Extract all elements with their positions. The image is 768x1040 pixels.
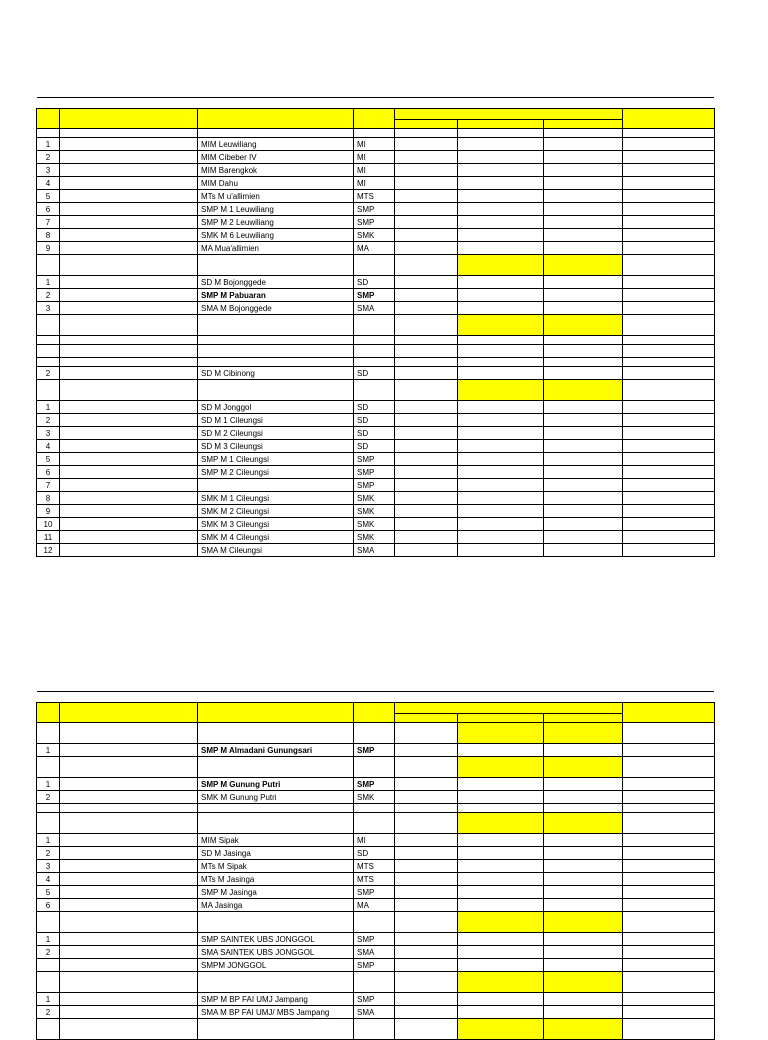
table-row — [37, 959, 715, 972]
table-row — [37, 505, 715, 518]
header-subcell — [544, 714, 623, 723]
subtotal-cell — [458, 1019, 544, 1040]
table-row — [37, 873, 715, 886]
school-name: SMP M Gunung Putri — [198, 778, 354, 791]
row-number: 9 — [37, 505, 60, 518]
table-row — [37, 946, 715, 959]
header-row — [37, 703, 715, 714]
school-level: SD — [354, 276, 395, 289]
table-row — [37, 492, 715, 505]
school-level: MI — [354, 164, 395, 177]
subtotal-row — [37, 315, 715, 336]
row-number: 1 — [37, 138, 60, 151]
table-row — [37, 190, 715, 203]
header-row — [37, 109, 715, 120]
school-level: SMK — [354, 492, 395, 505]
row-number: 5 — [37, 190, 60, 203]
subtotal-cell — [458, 972, 544, 993]
bottom-rule — [37, 691, 714, 692]
school-name: MTs M Jasinga — [198, 873, 354, 886]
school-name: MTs M Sipak — [198, 860, 354, 873]
school-level: MI — [354, 151, 395, 164]
row-number: 7 — [37, 216, 60, 229]
row-number: 6 — [37, 203, 60, 216]
school-name: SMP M 1 Leuwiliang — [198, 203, 354, 216]
row-number: 1 — [37, 401, 60, 414]
row-number: 4 — [37, 177, 60, 190]
school-level: SMP — [354, 993, 395, 1006]
table-row — [37, 899, 715, 912]
school-level: SMA — [354, 946, 395, 959]
table-row — [37, 414, 715, 427]
header-subcell — [395, 120, 458, 129]
table-row — [37, 216, 715, 229]
subtotal-cell — [458, 723, 544, 744]
table-row — [37, 933, 715, 946]
row-number: 4 — [37, 873, 60, 886]
table-row — [37, 744, 715, 757]
subtotal-row — [37, 1019, 715, 1040]
table-row — [37, 834, 715, 847]
top-rule — [37, 97, 714, 98]
school-level: SMP — [354, 453, 395, 466]
subtotal-cell — [458, 757, 544, 778]
school-name: SMK M 2 Cileungsi — [198, 505, 354, 518]
row-number: 2 — [37, 151, 60, 164]
school-name: MIM Dahu — [198, 177, 354, 190]
school-level: SMP — [354, 466, 395, 479]
school-name: SMP M 2 Cileungsi — [198, 466, 354, 479]
table-row — [37, 531, 715, 544]
school-level: SMP — [354, 933, 395, 946]
school-name: SMP M Pabuaran — [198, 289, 354, 302]
school-level: SD — [354, 427, 395, 440]
row-number: 1 — [37, 276, 60, 289]
row-number: 2 — [37, 367, 60, 380]
school-name: SMK M 1 Cileungsi — [198, 492, 354, 505]
school-level: SMA — [354, 544, 395, 557]
school-level: MTS — [354, 873, 395, 886]
row-number: 6 — [37, 899, 60, 912]
school-level: SMA — [354, 1006, 395, 1019]
school-level: SD — [354, 401, 395, 414]
spacer-row — [37, 804, 715, 813]
school-name: MTs M u'allimien — [198, 190, 354, 203]
subtotal-cell — [544, 1019, 623, 1040]
row-number: 2 — [37, 791, 60, 804]
header-subcell — [458, 120, 544, 129]
school-name: MIM Leuwiliang — [198, 138, 354, 151]
table-row — [37, 791, 715, 804]
school-level: SMA — [354, 302, 395, 315]
header-subcell — [458, 714, 544, 723]
table-row — [37, 401, 715, 414]
school-name: SMP SAINTEK UBS JONGGOL — [198, 933, 354, 946]
school-level: SMK — [354, 229, 395, 242]
school-name: SMP M 2 Leuwiliang — [198, 216, 354, 229]
subtotal-row — [37, 255, 715, 276]
school-level: SMP — [354, 959, 395, 972]
table-row — [37, 276, 715, 289]
school-level: MA — [354, 899, 395, 912]
school-level: MI — [354, 177, 395, 190]
row-number: 7 — [37, 479, 60, 492]
row-number: 2 — [37, 289, 60, 302]
school-name: SMPM JONGGOL — [198, 959, 354, 972]
subtotal-cell — [544, 315, 623, 336]
school-level: SD — [354, 414, 395, 427]
school-name: SD M 1 Cileungsi — [198, 414, 354, 427]
school-level: SD — [354, 847, 395, 860]
school-level: SD — [354, 367, 395, 380]
table-row — [37, 518, 715, 531]
table-row — [37, 138, 715, 151]
school-level: SMP — [354, 203, 395, 216]
header-subcell — [544, 120, 623, 129]
row-number — [37, 959, 60, 972]
school-level: SMP — [354, 289, 395, 302]
table-row — [37, 151, 715, 164]
school-name: SD M Jonggol — [198, 401, 354, 414]
row-number: 12 — [37, 544, 60, 557]
table-row — [37, 453, 715, 466]
school-level: SMP — [354, 744, 395, 757]
school-name: MA Jasinga — [198, 899, 354, 912]
table-row — [37, 1006, 715, 1019]
school-name: MIM Sipak — [198, 834, 354, 847]
header-cell — [198, 703, 354, 723]
header-cell — [37, 703, 60, 723]
school-level: MI — [354, 138, 395, 151]
row-number: 1 — [37, 744, 60, 757]
row-number: 5 — [37, 453, 60, 466]
subtotal-cell — [458, 912, 544, 933]
school-level: SMP — [354, 479, 395, 492]
row-number: 4 — [37, 440, 60, 453]
row-number: 11 — [37, 531, 60, 544]
subtotal-row — [37, 972, 715, 993]
table-row — [37, 440, 715, 453]
header-cell — [623, 703, 715, 723]
school-name: SMA M Bojonggede — [198, 302, 354, 315]
school-name: MA Mua'allimien — [198, 242, 354, 255]
header-cell — [60, 703, 198, 723]
row-number: 10 — [37, 518, 60, 531]
school-level: SMK — [354, 791, 395, 804]
row-number: 2 — [37, 847, 60, 860]
header-cell — [354, 109, 395, 129]
header-cell — [37, 109, 60, 129]
table-row — [37, 466, 715, 479]
school-name: SMK M 4 Cileungsi — [198, 531, 354, 544]
table-row — [37, 993, 715, 1006]
row-number: 2 — [37, 414, 60, 427]
row-number: 2 — [37, 1006, 60, 1019]
row-number: 9 — [37, 242, 60, 255]
table-row — [37, 203, 715, 216]
school-level: SMK — [354, 518, 395, 531]
spacer-row — [37, 129, 715, 138]
table-row — [37, 860, 715, 873]
subtotal-cell — [544, 380, 623, 401]
school-name: SMP M Jasinga — [198, 886, 354, 899]
school-table-1 — [36, 108, 715, 557]
row-number: 8 — [37, 229, 60, 242]
school-name: SD M Jasinga — [198, 847, 354, 860]
school-level: MTS — [354, 860, 395, 873]
subtotal-cell — [544, 757, 623, 778]
subtotal-row — [37, 723, 715, 744]
table-row — [37, 778, 715, 791]
subtotal-cell — [458, 315, 544, 336]
school-level: MI — [354, 834, 395, 847]
empty-row — [37, 345, 715, 358]
subtotal-row — [37, 813, 715, 834]
school-level: MA — [354, 242, 395, 255]
school-name: SMA SAINTEK UBS JONGGOL — [198, 946, 354, 959]
header-cell — [623, 109, 715, 129]
row-number: 3 — [37, 427, 60, 440]
row-number: 3 — [37, 860, 60, 873]
spacer-row — [37, 358, 715, 367]
row-number: 1 — [37, 834, 60, 847]
school-name: SMK M 6 Leuwiliang — [198, 229, 354, 242]
spacer-row — [37, 336, 715, 345]
row-number: 1 — [37, 993, 60, 1006]
table-row — [37, 479, 715, 492]
school-level: SMP — [354, 778, 395, 791]
row-number: 8 — [37, 492, 60, 505]
school-name: SMP M Almadani Gunungsari — [198, 744, 354, 757]
table-row — [37, 177, 715, 190]
school-name: SD M 2 Cileungsi — [198, 427, 354, 440]
table-row — [37, 229, 715, 242]
table-row — [37, 886, 715, 899]
header-subcell — [395, 714, 458, 723]
school-level: SMK — [354, 505, 395, 518]
subtotal-cell — [458, 255, 544, 276]
school-name: MIM Cibeber IV — [198, 151, 354, 164]
school-level: SMP — [354, 886, 395, 899]
table-row — [37, 367, 715, 380]
school-name: SMA M Cileungsi — [198, 544, 354, 557]
table-row — [37, 302, 715, 315]
subtotal-cell — [544, 723, 623, 744]
school-name: SMA M BP FAI UMJ/ MBS Jampang — [198, 1006, 354, 1019]
table-row — [37, 164, 715, 177]
school-name: SD M 3 Cileungsi — [198, 440, 354, 453]
subtotal-cell — [458, 813, 544, 834]
subtotal-cell — [544, 255, 623, 276]
subtotal-row — [37, 757, 715, 778]
subtotal-row — [37, 912, 715, 933]
subtotal-cell — [458, 380, 544, 401]
school-level: MTS — [354, 190, 395, 203]
table-row — [37, 427, 715, 440]
school-level: SMP — [354, 216, 395, 229]
school-table-2 — [36, 702, 715, 1040]
header-cell — [60, 109, 198, 129]
row-number: 2 — [37, 946, 60, 959]
school-name: SMK M 3 Cileungsi — [198, 518, 354, 531]
table-row — [37, 289, 715, 302]
school-name: SD M Bojonggede — [198, 276, 354, 289]
school-level: SMK — [354, 531, 395, 544]
subtotal-row — [37, 380, 715, 401]
row-number: 1 — [37, 778, 60, 791]
school-name: SMP M BP FAI UMJ Jampang — [198, 993, 354, 1006]
school-name: SD M Cibinong — [198, 367, 354, 380]
subtotal-cell — [544, 972, 623, 993]
subtotal-cell — [544, 912, 623, 933]
row-number: 3 — [37, 164, 60, 177]
header-group-cell — [395, 109, 623, 120]
table-row — [37, 847, 715, 860]
school-name: SMP M 1 Cileungsi — [198, 453, 354, 466]
school-level: SD — [354, 440, 395, 453]
subtotal-cell — [544, 813, 623, 834]
header-group-cell — [395, 703, 623, 714]
table-row — [37, 544, 715, 557]
header-cell — [354, 703, 395, 723]
school-name: SMK M Gunung Putri — [198, 791, 354, 804]
row-number: 6 — [37, 466, 60, 479]
school-name — [198, 479, 354, 492]
row-number: 1 — [37, 933, 60, 946]
row-number: 3 — [37, 302, 60, 315]
row-number: 5 — [37, 886, 60, 899]
table-row — [37, 242, 715, 255]
header-cell — [198, 109, 354, 129]
school-name: MIM Barengkok — [198, 164, 354, 177]
